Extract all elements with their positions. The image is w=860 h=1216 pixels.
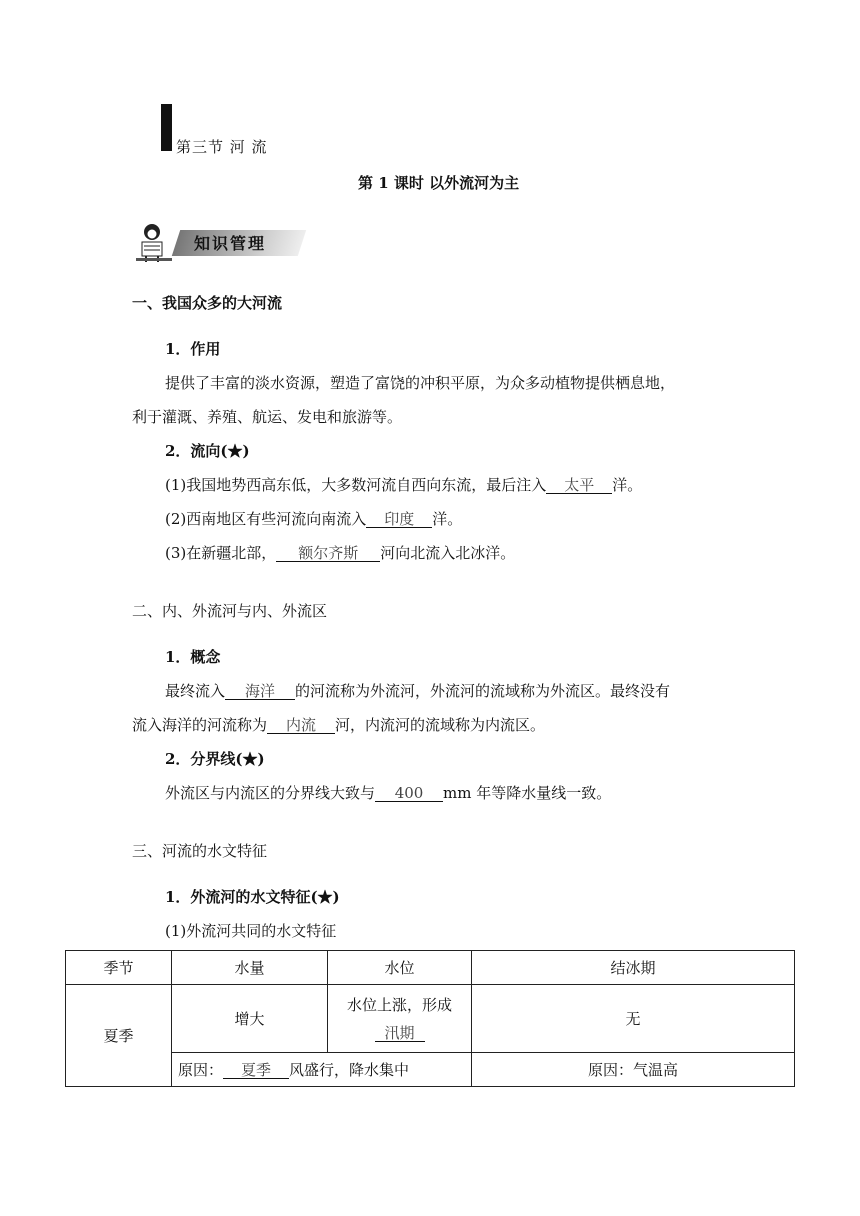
answer-blank: 汛期 bbox=[375, 1025, 425, 1042]
header-level: 水位 bbox=[328, 951, 472, 985]
part3-sub1: (1)外流河共同的水文特征 bbox=[165, 922, 337, 940]
part1-item2-title: 2．流向(★) bbox=[165, 442, 250, 460]
answer-blank: 内流 bbox=[267, 717, 335, 734]
level-cell: 水位上涨，形成 汛期 bbox=[328, 985, 472, 1053]
answer-blank: 海洋 bbox=[225, 683, 295, 700]
section-marker-bar bbox=[161, 104, 172, 151]
reason1-cell: 原因： 夏季 风盛行，降水集中 bbox=[172, 1053, 472, 1087]
part3-heading: 三、河流的水文特征 bbox=[132, 842, 268, 860]
part2-heading: 二、内、外流河与内、外流区 bbox=[132, 602, 328, 620]
answer-blank: 夏季 bbox=[223, 1062, 289, 1079]
header-volume: 水量 bbox=[172, 951, 328, 985]
part2-item1-title: 1．概念 bbox=[165, 648, 221, 666]
lesson-title: 第 1 课时 以外流河为主 bbox=[358, 174, 520, 192]
part1-item1-title: 1．作用 bbox=[165, 340, 221, 358]
section-title: 第三节 河 流 bbox=[176, 138, 268, 156]
knowledge-banner bbox=[132, 222, 302, 262]
concept-line2: 流入海洋的河流称为 内流 河，内流河的流域称为内流区。 bbox=[132, 716, 546, 734]
answer-blank: 印度 bbox=[366, 511, 432, 528]
flow-q3: (3)在新疆北部， 额尔齐斯 河向北流入北冰洋。 bbox=[165, 544, 516, 562]
reason2-cell: 原因：气温高 bbox=[472, 1053, 795, 1087]
part1-heading: 一、我国众多的大河流 bbox=[132, 294, 283, 312]
part1-item1-text-a: 提供了丰富的淡水资源，塑造了富饶的冲积平原，为众多动植物提供栖息地， bbox=[165, 374, 676, 392]
answer-blank: 额尔齐斯 bbox=[276, 545, 380, 562]
concept-line1: 最终流入 海洋 的河流称为外流河，外流河的流域称为外流区。最终没有 bbox=[165, 682, 671, 700]
answer-blank: 太平 bbox=[546, 477, 612, 494]
table-row bbox=[66, 985, 795, 1053]
table-header-row bbox=[66, 951, 795, 985]
table-row bbox=[66, 1053, 795, 1087]
part2-item2-title: 2．分界线(★) bbox=[165, 750, 265, 768]
flow-q1: (1)我国地势西高东低，大多数河流自西向东流，最后注入 太平 洋。 bbox=[165, 476, 643, 494]
hydrology-table bbox=[65, 950, 795, 1087]
header-season: 季节 bbox=[66, 951, 172, 985]
flow-q2: (2)西南地区有些河流向南流入 印度 洋。 bbox=[165, 510, 463, 528]
banner-label: 知识管理 bbox=[194, 234, 267, 253]
divide-line: 外流区与内流区的分界线大致与 400 mm 年等降水量线一致。 bbox=[165, 784, 612, 802]
header-freeze: 结冰期 bbox=[472, 951, 795, 985]
part3-item1-title: 1．外流河的水文特征(★) bbox=[165, 888, 340, 906]
freeze-cell: 无 bbox=[472, 985, 795, 1053]
answer-blank: 400 bbox=[375, 785, 443, 802]
volume-cell: 增大 bbox=[172, 985, 328, 1053]
part1-item1-text-b: 利于灌溉、养殖、航运、发电和旅游等。 bbox=[132, 408, 403, 426]
student-reading-icon bbox=[132, 222, 176, 262]
season-cell: 夏季 bbox=[66, 985, 172, 1087]
